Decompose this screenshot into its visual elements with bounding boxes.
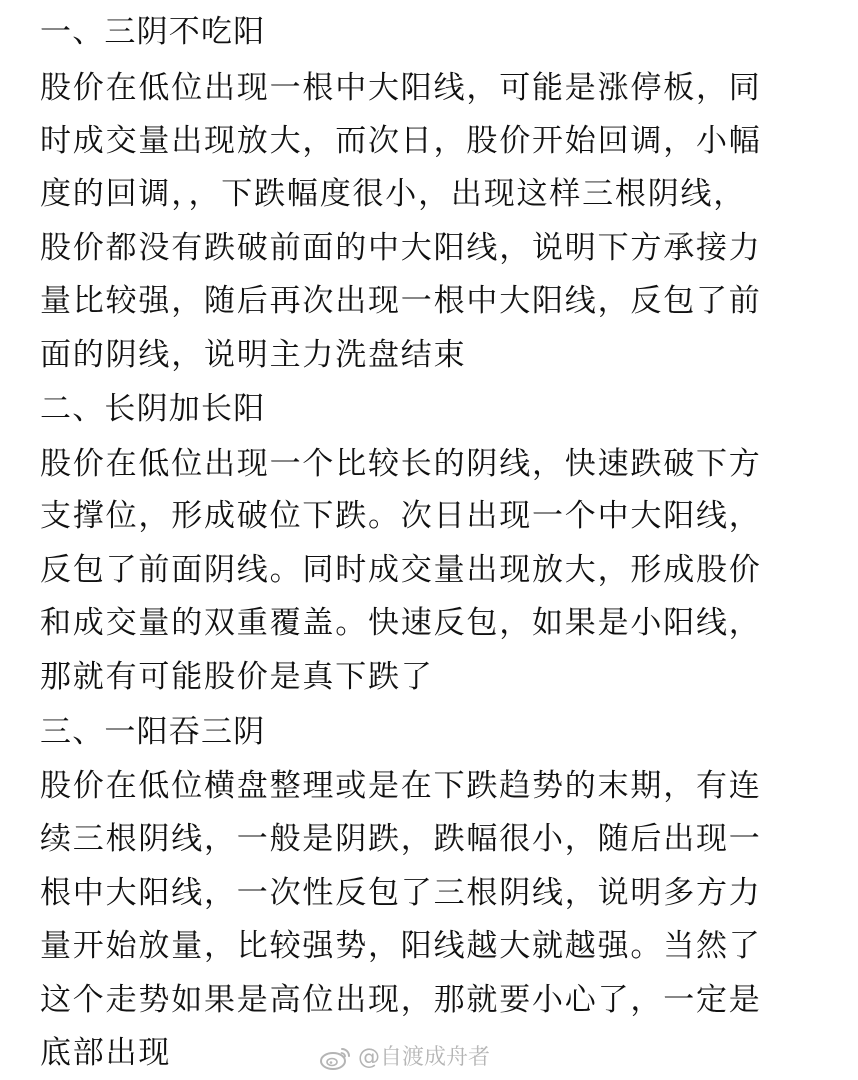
section-3-heading: 三、一阳吞三阴 bbox=[40, 714, 266, 750]
section-2-line-2: 支撑位，形成破位下跌。次日出现一个中大阳线， bbox=[40, 498, 762, 534]
section-2-line-5: 那就有可能股价是真下跌了 bbox=[40, 659, 434, 695]
section-2-line-3: 反包了前面阴线。同时成交量出现放大，形成股价 bbox=[40, 552, 762, 588]
section-3-line-1: 股价在低位横盘整理或是在下跌趋势的末期，有连 bbox=[40, 768, 762, 804]
section-2-heading: 二、长阴加长阳 bbox=[40, 391, 266, 427]
section-3-line-5: 这个走势如果是高位出现，那就要小心了，一定是 bbox=[40, 982, 762, 1018]
section-1-line-4: 股价都没有跌破前面的中大阳线，说明下方承接力 bbox=[40, 230, 762, 266]
section-3-line-4: 量开始放量，比较强势，阳线越大就越强。当然了 bbox=[40, 928, 762, 964]
weibo-logo-icon bbox=[318, 1045, 352, 1071]
section-1-line-5: 量比较强，随后再次出现一根中大阳线，反包了前 bbox=[40, 283, 762, 319]
section-2-line-4: 和成交量的双重覆盖。快速反包，如果是小阳线， bbox=[40, 605, 762, 641]
section-1-line-3: 度的回调，，下跌幅度很小，出现这样三根阴线， bbox=[40, 176, 747, 212]
watermark bbox=[318, 1040, 490, 1076]
watermark-text: @自渡成舟者 bbox=[358, 1045, 491, 1070]
section-1-line-2: 时成交量出现放大，而次日，股价开始回调，小幅 bbox=[40, 123, 762, 159]
section-3-line-3: 根中大阳线，一次性反包了三根阴线，说明多方力 bbox=[40, 875, 762, 911]
section-1-line-6: 面的阴线，说明主力洗盘结束 bbox=[40, 337, 467, 373]
section-3-line-6: 底部出现 bbox=[40, 1035, 172, 1071]
section-3-line-2: 续三根阴线，一般是阴跌，跌幅很小，随后出现一 bbox=[40, 821, 762, 857]
section-1-line-1: 股价在低位出现一根中大阳线，可能是涨停板，同 bbox=[40, 70, 762, 106]
section-1-heading: 一、三阴不吃阳 bbox=[40, 14, 266, 50]
section-2-line-1: 股价在低位出现一个比较长的阴线，快速跌破下方 bbox=[40, 446, 762, 482]
